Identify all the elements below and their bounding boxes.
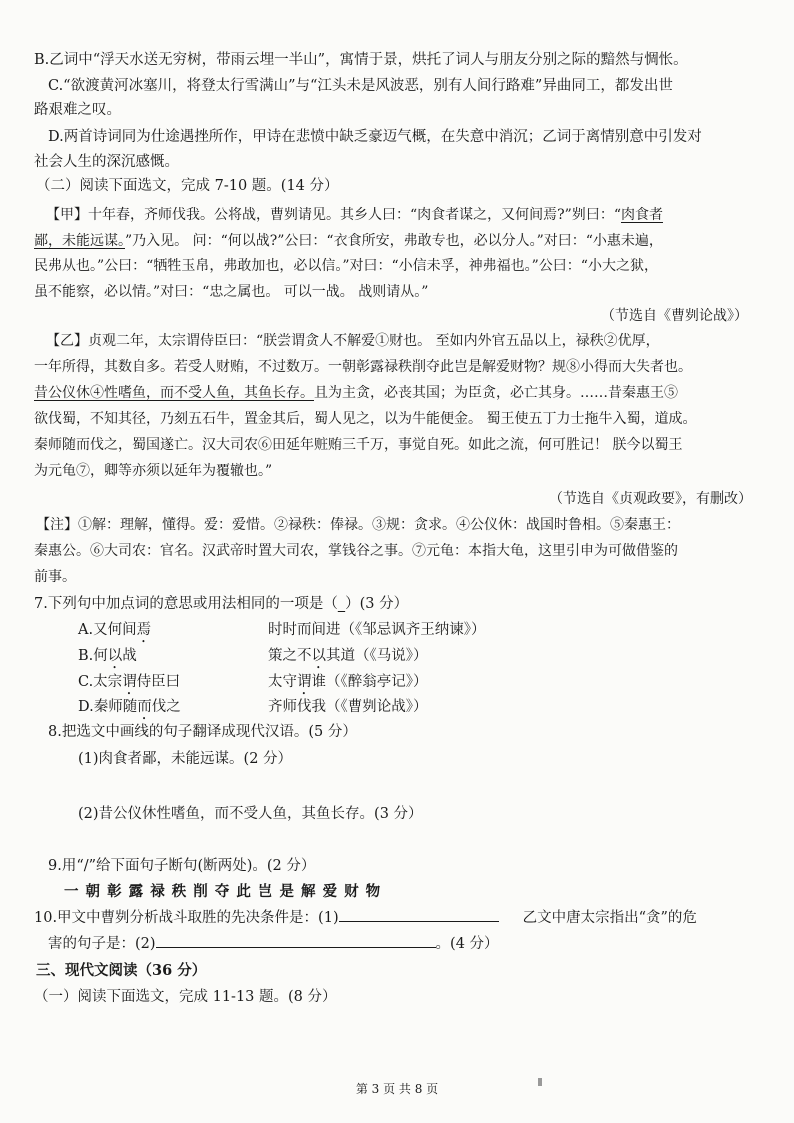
passage-yi-line: 一年所得，其数自多。若受人财贿，不过数万。一朝彰露禄秩削夺此岂是解爱财物？规⑧小得而大失者也。	[34, 359, 692, 375]
passage-yi-line: 为元龟⑦，卿等亦须以延年为覆辙也。”	[34, 463, 273, 479]
underlined-sentence: 肉食者	[620, 207, 663, 223]
question-text: 7.下列句中加点词的意思或用法相同的一项是（	[34, 596, 338, 612]
q7-option-d-right: 齐师伐我（《曹刿论战》）	[268, 699, 428, 715]
q7-option-c-right	[268, 672, 428, 698]
section-3-subheading: （一）阅读下面选文，完成 11-13 题。(8 分）	[34, 989, 337, 1005]
question-text: 害的句子是：(2)	[48, 936, 156, 952]
annotation-line: 前事。	[34, 569, 76, 585]
option-text: 战	[122, 648, 137, 664]
section-3-heading: 三、现代文阅读（36 分）	[36, 962, 207, 979]
annotation-line: 【注】①解：理解，懂得。爱：爱惜。②禄秩：俸禄。③规：贪求。④公仪休：战国时鲁相。⑤秦惠王：	[36, 517, 680, 533]
poem-option-d: D.两首诗词同为仕途遇挫所作，甲诗在悲愤中缺乏豪迈气概，在失意中消沉；乙词于离情别意中引发对	[48, 129, 702, 145]
poem-option-c-cont: 路艰难之叹。	[34, 102, 121, 118]
dotted-word: 以	[311, 648, 326, 664]
question-9-stem: 9.用“/”给下面句子断句(断两处)。(2 分）	[48, 858, 316, 874]
annotation-line: 秦惠公。⑥大司农：官名。汉武帝时置大司农，掌钱谷之事。⑦元龟：本指大龟，这里引申为可做借鉴的	[34, 543, 678, 559]
passage-jia-line: 虽不能察，必以情。”对曰：“忠之属也。 可以一战。 战则请从。”	[34, 284, 429, 300]
passage-source: （节选自《贞观政要》，有删改）	[549, 491, 752, 507]
passage-text: ”乃入见。 问：“何以战?”公曰：“衣食所安，弗敢专也，必以分人。”对曰：“小惠未遍，	[125, 233, 663, 249]
option-text: 其道（《马说》）	[326, 648, 428, 664]
passage-jia-line: 民弗从也。”公曰：“牺牲玉帛，弗敢加也，必以信。”对曰：“小信未孚，神弗福也。”公曰：“小大之狱，	[34, 258, 658, 274]
passage-yi-line: 欲伐蜀，不知其径，乃刻五石牛，置金其后，蜀人见之，以为牛能便金。 蜀王使五丁力士拖牛入蜀，道成。	[34, 411, 697, 427]
underlined-sentence: 鄙，未能远谋。	[34, 233, 125, 249]
dotted-word: 谓	[297, 674, 312, 690]
section-heading: （二）阅读下面选文，完成 7-10 题。(14 分）	[36, 178, 339, 194]
dotted-word: 谓	[122, 674, 137, 690]
passage-text: 且为主贪，必丧其国；为臣贪，必亡其身。……昔秦惠王⑤	[314, 385, 678, 401]
page-number: 第 3 页 共 8 页	[355, 1082, 439, 1096]
passage-yi-line: 【乙】贞观二年，太宗谓侍臣曰：“朕尝谓贪人不解爱①财也。 至如内外官五品以上，禄秩②优厚，	[46, 333, 660, 349]
dotted-word: 以	[107, 648, 123, 664]
question-8-sub2: (2)昔公仪休性嗜鱼，而不受人鱼，其鱼长存。(3 分）	[78, 806, 423, 822]
option-text: 伐之	[151, 699, 181, 715]
option-text: A.又何间	[78, 622, 137, 638]
passage-text: 【甲】十年春，齐师伐我。公将战，曹刿请见。其乡人曰：“肉食者谋之，又何间焉?”刿曰：“	[46, 207, 621, 223]
question-text: 10.甲文中曹刿分析战斗取胜的先决条件是：(1)	[34, 910, 339, 926]
option-text: C.太宗	[78, 674, 123, 690]
answer-blank-2[interactable]	[156, 933, 436, 948]
answer-blank[interactable]: _	[337, 596, 346, 612]
question-text: 乙文中唐太宗指出“贪”的危	[522, 910, 697, 926]
q7-option-c-left[interactable]	[78, 672, 180, 698]
scan-mark	[538, 1078, 542, 1086]
question-10-line1	[34, 907, 754, 928]
q7-option-b-right	[268, 646, 428, 672]
q7-option-b-left[interactable]	[78, 646, 137, 672]
option-text: D.秦师随	[78, 699, 138, 715]
q7-option-d-left[interactable]	[78, 697, 181, 723]
underlined-sentence: 昔公仪休④性嗜鱼，而不受人鱼，其鱼长存。	[34, 385, 314, 401]
q7-option-a-right: 时时而间进（《邹忌讽齐王纳谏》）	[268, 622, 486, 638]
answer-blank-1[interactable]	[339, 907, 499, 922]
q7-option-a-left[interactable]	[78, 620, 151, 646]
option-text: 策之不	[268, 648, 312, 664]
poem-option-c: C.“欲渡黄河冰塞川，将登太行雪满山”与“江头未是风波恶，别有人间行路难”异曲同工，都发出世	[48, 78, 673, 94]
passage-jia-line	[46, 205, 754, 225]
passage-yi-line	[34, 383, 754, 403]
passage-yi-line: 秦师随而伐之，蜀国遂亡。汉大司农⑥田延年赃贿三千万，事觉自死。如此之流，何可胜记！ 朕今以蜀王	[34, 437, 683, 453]
question-text: 。(4 分）	[435, 936, 499, 952]
question-8-sub1: (1)肉食者鄙，未能远谋。(2 分）	[78, 751, 293, 767]
option-text: 太守	[268, 674, 297, 690]
dotted-word: 而	[137, 699, 152, 715]
question-10-line2	[48, 933, 754, 954]
dotted-word: 焉	[136, 622, 152, 638]
option-text: B.何	[78, 648, 108, 664]
question-9-sentence[interactable]: 一 朝 彰 露 禄 秩 削 夺 此 岂 是 解 爱 财 物	[64, 883, 382, 900]
question-8-stem: 8.把选文中画线的句子翻译成现代汉语。(5 分）	[48, 724, 357, 740]
passage-source: （节选自《曹刿论战》）	[601, 308, 748, 324]
option-text: 谁（《醉翁亭记》）	[311, 674, 428, 690]
option-text: 侍臣曰	[136, 674, 181, 690]
question-text: ）(3 分）	[345, 596, 409, 612]
question-7-stem	[34, 594, 754, 614]
poem-option-b: B.乙词中“浮天水送无穷树，带雨云埋一半山”，寓情于景，烘托了词人与朋友分别之际的黯然与惆怅。	[34, 52, 688, 68]
passage-jia-line	[34, 231, 754, 251]
poem-option-d-cont: 社会人生的深沉感慨。	[34, 154, 179, 170]
